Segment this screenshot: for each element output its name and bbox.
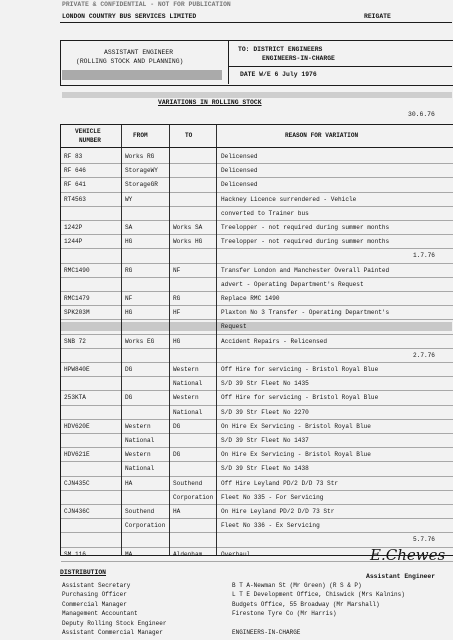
to-cell: HF — [173, 309, 181, 317]
table-row — [61, 436, 453, 450]
row-rule — [61, 532, 453, 533]
table-row — [61, 266, 453, 280]
from-cell: Corporation — [125, 522, 166, 530]
vehicle-cell: 1244P — [64, 238, 83, 246]
reason-cell: Fleet No 335 - For Servicing — [221, 493, 324, 501]
vehicle-cell: HDV621E — [64, 451, 90, 459]
reason-cell: Overhaul — [221, 550, 251, 558]
row-rule — [61, 419, 453, 420]
row-rule — [61, 234, 453, 235]
row-rule — [61, 334, 453, 335]
vehicle-cell: 1242P — [64, 224, 83, 231]
reason-cell: Accident Repairs - Relicensed — [221, 337, 328, 345]
vehicle-cell: SM 116 — [64, 550, 86, 558]
from-cell: WY — [125, 195, 133, 203]
table-row — [61, 166, 453, 180]
from-cell: DG — [125, 394, 133, 402]
location: REIGATE — [364, 13, 391, 20]
table-row — [61, 351, 453, 365]
from-subtitle: (ROLLING STOCK AND PLANNING) — [76, 58, 184, 65]
row-rule — [61, 206, 453, 207]
row-rule — [61, 305, 453, 306]
from-cell: Works EG — [125, 337, 155, 345]
reason-cell: S/D 39 Str Fleet No 1437 — [221, 437, 309, 444]
table-row — [61, 280, 453, 294]
distribution-item: Firestone Tyre Co (Mr Harris) — [232, 610, 337, 618]
col-header-reason: REASON FOR VARIATION — [285, 132, 359, 139]
from-cell: Works RG — [125, 153, 155, 160]
signature-title: Assistant Engineer — [366, 573, 436, 580]
from-cell: HG — [125, 309, 133, 317]
table-row — [61, 152, 453, 166]
row-rule — [61, 433, 453, 434]
row-rule — [61, 319, 453, 320]
reason-cell: 5.7.76 — [413, 536, 435, 544]
reason-cell: Delicensed — [221, 167, 258, 175]
vehicle-cell: RF 646 — [64, 167, 86, 175]
from-cell: National — [125, 437, 155, 444]
reason-cell: Plaxton No 3 Transfer - Operating Department's — [221, 309, 390, 317]
reason-cell: 2.7.76 — [413, 351, 435, 359]
row-rule — [61, 376, 453, 377]
from-title: ASSISTANT ENGINEER — [104, 49, 174, 56]
to-cell: HG — [173, 337, 181, 345]
distribution-heading: DISTRIBUTION — [60, 569, 107, 576]
table-row — [61, 493, 453, 507]
section-title: VARIATIONS IN ROLLING STOCK — [158, 99, 262, 106]
vehicle-cell: CJN435C — [64, 479, 90, 487]
row-rule — [61, 461, 453, 462]
reason-cell: S/D 39 Str Fleet No 1438 — [221, 465, 309, 473]
vehicle-cell: 253KTA — [64, 394, 86, 402]
distribution-item: Commercial Manager — [62, 600, 127, 608]
table-row — [61, 408, 453, 422]
from-cell: HG — [125, 238, 133, 246]
from-cell: NF — [125, 295, 133, 302]
vehicle-cell: SNB 72 — [64, 337, 86, 345]
to-cell: HA — [173, 508, 181, 515]
header-rule — [60, 22, 452, 23]
section-date: 30.6.76 — [408, 111, 435, 118]
reason-cell: On Hire Leyland PD/2 D/D 73 Str — [221, 508, 335, 515]
date-line: DATE W/E 6 July 1976 — [240, 71, 317, 78]
row-rule — [61, 220, 453, 221]
to-line-2: ENGINEERS-IN-CHARGE — [262, 55, 335, 62]
to-cell: National — [173, 380, 203, 388]
from-cell: Western — [125, 422, 151, 430]
row-rule — [61, 476, 453, 477]
distribution-item: Budgets Office, 55 Broadway (Mr Marshall) — [232, 600, 380, 608]
from-cell: MA — [125, 550, 133, 558]
row-rule — [61, 277, 453, 278]
table-row — [61, 251, 453, 265]
reason-cell: Replace RMC 1490 — [221, 295, 280, 302]
signature: E.Chewes — [370, 546, 446, 564]
from-cell: SA — [125, 224, 133, 231]
company-name: LONDON COUNTRY BUS SERVICES LIMITED — [62, 13, 197, 20]
reason-cell: Delicensed — [221, 181, 258, 189]
distribution-item: Assistant Secretary — [62, 582, 131, 589]
distribution-item: Purchasing Officer — [62, 591, 127, 599]
reason-cell: Treelopper - not required during summer months — [221, 238, 390, 246]
row-rule — [61, 405, 453, 406]
reason-cell: converted to Trainer bus — [221, 209, 309, 217]
distribution-item: ENGINEERS-IN-CHARGE — [232, 629, 301, 636]
row-rule — [61, 248, 453, 249]
row-rule — [61, 447, 453, 448]
from-cell: Southend — [125, 508, 155, 515]
row-rule — [61, 263, 453, 264]
distribution-item: L T E Development Office, Chiswick (Mrs Kalnins) — [232, 591, 405, 599]
to-cell: DG — [173, 422, 181, 430]
vehicle-cell: RMC1490 — [64, 266, 90, 274]
reason-cell: S/D 39 Str Fleet No 2270 — [221, 408, 309, 416]
from-cell: StorageGR — [125, 181, 158, 189]
table-row — [61, 337, 453, 351]
memo-date-rule — [228, 66, 452, 67]
from-cell: Western — [125, 451, 151, 459]
distribution-item: Deputy Rolling Stock Engineer — [62, 619, 167, 627]
vehicle-cell: SPK203M — [64, 309, 90, 317]
reason-cell: Request — [221, 323, 247, 331]
classification-line: PRIVATE & CONFIDENTIAL - NOT FOR PUBLICATION — [62, 1, 231, 8]
table-row — [61, 393, 453, 407]
reason-cell: Treelopper - not required during summer months — [221, 224, 390, 231]
table-row — [61, 521, 453, 535]
to-cell: DG — [173, 451, 181, 459]
table-row — [61, 195, 453, 209]
row-rule — [61, 362, 453, 363]
to-line-1: TO: DISTRICT ENGINEERS — [238, 46, 323, 53]
row-rule — [61, 390, 453, 391]
table-row — [61, 294, 453, 308]
reason-cell: Hackney Licence surrendered - Vehicle — [221, 195, 357, 203]
reason-cell: Off Hire Leyland PD/2 D/D 73 Str — [221, 479, 339, 487]
to-cell: Works HG — [173, 238, 203, 246]
distribution-item: B T A-Newman St (Mr Green) (R S & P) — [232, 582, 362, 589]
bleed-through — [62, 92, 452, 98]
to-cell: Southend — [173, 479, 203, 487]
row-rule — [61, 192, 453, 193]
vehicle-cell: RF 641 — [64, 181, 86, 189]
table-row — [61, 209, 453, 223]
row-rule — [61, 177, 453, 178]
table-row — [61, 180, 453, 194]
to-cell: NF — [173, 266, 181, 274]
distribution-item: Management Accountant — [62, 610, 138, 618]
table-row — [61, 450, 453, 464]
vehicle-cell: HPW840E — [64, 366, 90, 373]
reason-cell: Fleet No 336 - Ex Servicing — [221, 522, 320, 530]
table-row — [61, 365, 453, 379]
distribution-item: Assistant Commercial Manager — [62, 629, 163, 636]
to-cell: Corporation — [173, 493, 214, 501]
row-rule — [61, 490, 453, 491]
vehicle-cell: RMC1479 — [64, 295, 90, 302]
to-cell: Aldenham — [173, 550, 203, 558]
vehicle-cell: RF 83 — [64, 153, 83, 160]
variations-table — [60, 124, 453, 556]
from-cell: DG — [125, 366, 133, 373]
col-header-number: NUMBER — [79, 137, 101, 144]
reason-cell: 1.7.76 — [413, 252, 435, 260]
reason-cell: Delicensed — [221, 153, 258, 160]
table-row — [61, 464, 453, 478]
col-header-from: FROM — [133, 132, 148, 139]
table-row — [61, 479, 453, 493]
table-row — [61, 237, 453, 251]
to-cell: Works SA — [173, 224, 203, 231]
reason-cell: Off Hire for servicing - Bristol Royal Blue — [221, 366, 379, 373]
memo-divider — [228, 40, 229, 84]
to-cell: National — [173, 408, 203, 416]
vehicle-cell: CJN436C — [64, 508, 90, 515]
to-cell: Western — [173, 366, 199, 373]
table-row — [61, 422, 453, 436]
table-row — [61, 379, 453, 393]
obscured-text — [62, 70, 222, 80]
row-rule — [61, 504, 453, 505]
table-row — [61, 223, 453, 237]
obscured-row — [60, 322, 452, 331]
from-cell: National — [125, 465, 155, 473]
to-cell: Western — [173, 394, 199, 402]
reason-cell: S/D 39 Str Fleet No 1435 — [221, 380, 309, 388]
from-cell: HA — [125, 479, 133, 487]
reason-cell: On Hire Ex Servicing - Bristol Royal Blue — [221, 422, 371, 430]
col-header-to: TO — [185, 132, 193, 139]
reason-cell: On Hire Ex Servicing - Bristol Royal Blue — [221, 451, 371, 459]
to-cell: RG — [173, 295, 181, 302]
reason-cell: advert - Operating Department's Request — [221, 280, 364, 288]
row-rule — [61, 518, 453, 519]
vehicle-cell: RT4563 — [64, 195, 86, 203]
vehicle-cell: HDV620E — [64, 422, 90, 430]
from-cell: RG — [125, 266, 133, 274]
row-rule — [61, 291, 453, 292]
from-cell: StorageWY — [125, 167, 158, 175]
table-row — [61, 308, 453, 322]
row-rule — [61, 348, 453, 349]
row-rule — [61, 163, 453, 164]
reason-cell: Transfer London and Manchester Overall Painted — [221, 266, 390, 274]
col-header-vehicle: VEHICLE — [75, 128, 101, 135]
table-row — [61, 507, 453, 521]
reason-cell: Off Hire for servicing - Bristol Royal Blue — [221, 394, 379, 402]
